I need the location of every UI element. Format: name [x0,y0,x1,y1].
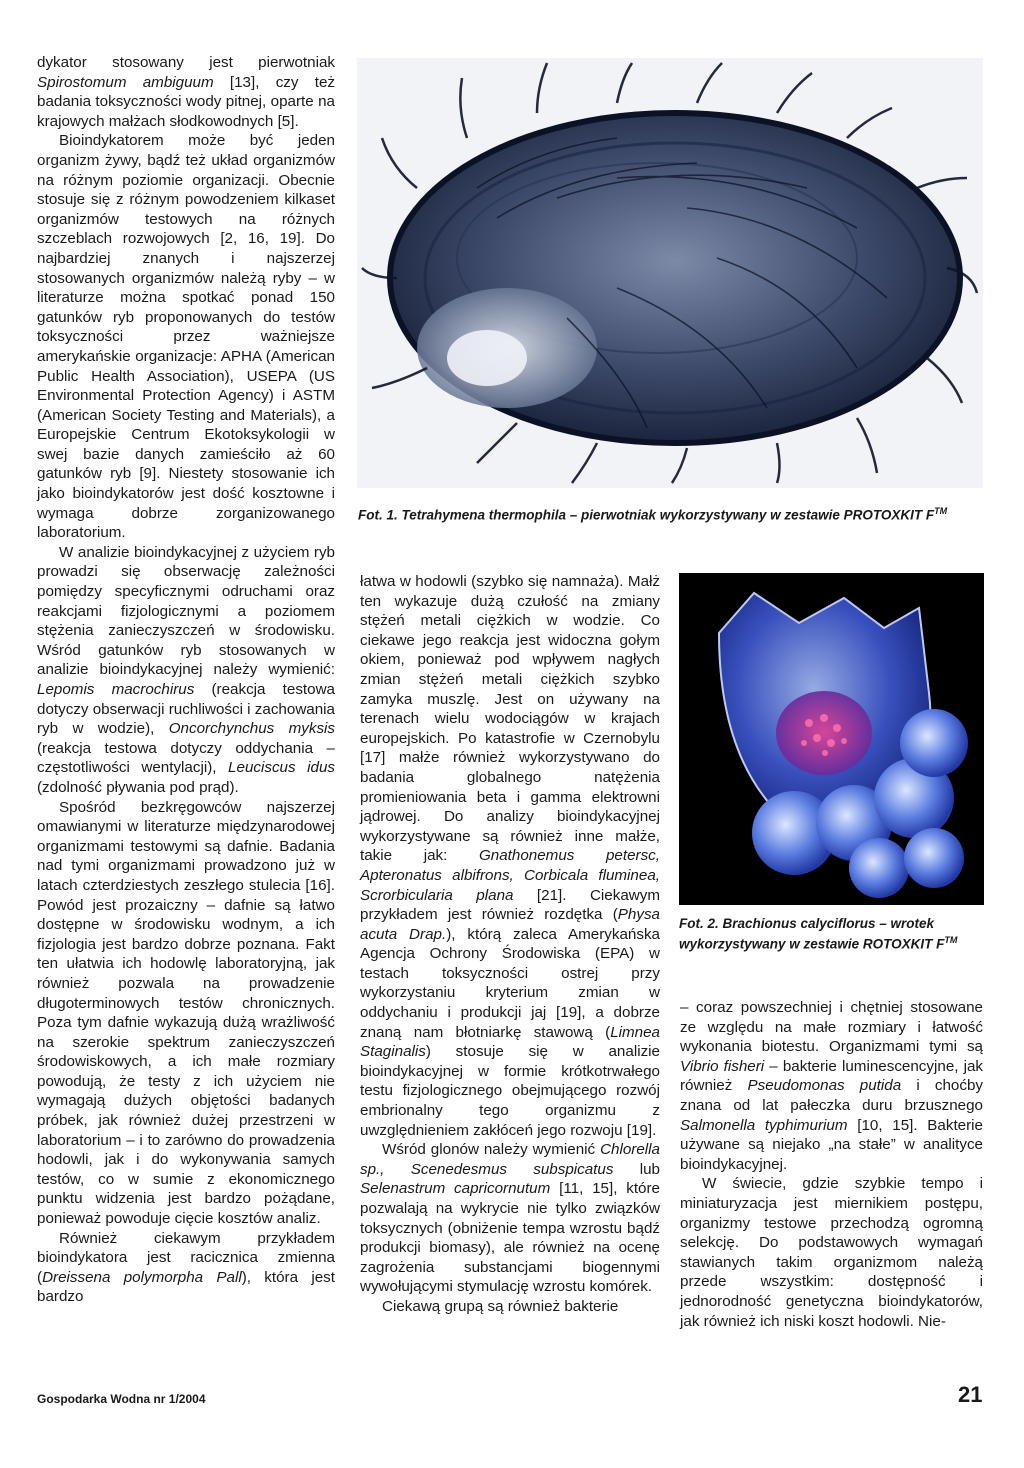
paragraph: Również ciekawym przykładem bioindykatora jest racicznica zmienna (Dreissena polymorpha Pall), która jest bardzo [37,1229,335,1306]
text-column-3 [680,998,983,1331]
caption-fot-2: Fot. 2. Brachionus calyciflorus – wrotek wykorzystywany w zestawie ROTOXKIT F™ [679,916,958,952]
caption-fot-1: Fot. 1. Tetrahymena thermophila – pierwotniak wykorzystywany w zestawie PROTOXKIT F™ [358,506,948,523]
paragraph: Wśród glonów należy wymienić Chlorella sp., Scenedesmus subspicatus lub Selenastrum capricornutum [11, 15], które pozwalają na wykrycie nie tylko związków toksycznych (obniżenie tempa wzrostu bądź produkcji biomasy), ale również na ocenę zagrożenia substancjami biogennymi wywołującymi stymulację wzrostu komórek. [360,1141,660,1296]
paragraph: dykator stosowany jest pierwotniak Spirostomum ambiguum [13], czy też badania toksyczności wody pitnej, oparte na krajowych małżach słodkowodnych [5]. [37,54,335,130]
journal-footer: Gospodarka Wodna nr 1/2004 [37,1392,206,1406]
brachionus-illustration [679,573,984,905]
paragraph: – coraz powszechniej i chętniej stosowane ze względu na małe rozmiary i łatwość wykonania biotestu. Organizmami tymi są Vibrio fisheri – bakterie luminescencyjne, jak również Pseudomonas putida i choćby znana od lat pałeczka duru brzusznego Salmonella typhimurium [10, 15]. Bakterie używane są niejako „na stałe” w analityce bioindykacyjnej. [680,999,984,1173]
paragraph: Spośród bezkręgowców najszerzej omawianymi w literaturze międzynarodowej organizmami testowymi są dafnie. Badania nad tymi organizmami prowadzono już w latach czterdziestych zeszłego stulecia [16]. Powód jest prozaiczny – dafnie są łatwo dostępne w środowisku wodnym, a ich fizjologia jest bardzo dobrze poznana. Fakt ten ułatwia ich hodowlę laboratoryjną, jak również pozwala na prowadzenie długoterminowych testów chronicznych. Poza tym dafnie wykazują dużą wrażliwość na szerokie spektrum zanieczyszczeń środowiskowych, a ich małe rozmiary powodują, że testy z ich użyciem nie wymagają dużych objętości badanych próbek, jak również dużej przestrzeni w laboratorium – i to zarówno do prowadzenia hodowli, jak i do wykonywania samych testów, co w sumie z ekonomicznego punktu widzenia jest bardzo pożądane, ponieważ powoduje cięcie kosztów analiz. [37,798,335,1228]
text-column-2 [360,572,660,1317]
page-number: 21 [958,1382,983,1407]
paragraph: Ciekawą grupą są również bakterie [382,1297,619,1315]
paragraph: Bioindykatorem może być jeden organizm żywy, bądź też układ organizmów na różnym poziomie organizacji. Obecnie stosuje się z różnym powodzeniem kilkaset organizmów testowych na różnych szczeblach rozwojowych [2, 16, 19]. Do najbardziej znanych i najszerzej stosowanych organizmów należą ryby – w literaturze można spotkać ponad 150 gatunków ryb proponowanych do testów toksyczności przez ważniejsze amerykańskie organizacje: APHA (American Public Health Association), USEPA (US Environmental Protection Agency) i ASTM (American Society Testing and Materials), a Europejskie Centrum Ekotoksykologii w swej bazie danych zamieściło aż 60 gatunków ryb [9]. Niestety stosowanie ich jako bioindykatorów jest dość kosztowne i wymaga dobrze zorganizowanego laboratorium. [37,132,335,542]
paragraph: W świecie, gdzie szybkie tempo i miniaturyzacja jest miernikiem postępu, organizmy testowe przechodzą ogromną selekcję. Do podstawowych wymagań stawianych takim organizmom należą przede wszystkim: dostępność i jednorodność genetyczna bioindykatorów, jak również ich niski koszt hodowli. Nie- [680,1175,983,1330]
photo-brachionus [679,573,984,905]
paragraph: łatwa w hodowli (szybko się namnaża). Małż ten wykazuje dużą czułość na zmiany stężeń metali ciężkich w wodzie. Co ciekawe jego reakcja jest widoczna gołym okiem, ponieważ pod wpływem nagłych zmian stężeń metali ciężkich szybko zamyka muszlę. Jest on używany na terenach wielu wodociągów w krajach europejskich. Po katastrofie w Czernobylu [17] małże również wykorzystywano do badania globalnego natężenia promieniowania beta i gamma elektrowni jądrowej. Do analizy bioindykacyjnej wykorzystywane są również inne małże, takie jak: Gnathonemus petersc, Apteronatus albifrons, Corbicala fluminea, Scrorbicularia plana [21]. Ciekawym przykładem jest również rozdętka (Physa acuta Drap.), którą zaleca Amerykańska Agencja Ochrony Środowiska (EPA) w testach toksyczności ostrej przy wykorzystaniu kryterium zmian w oddychaniu i produkcji jaj [19], a dobrze znaną nam błotniarkę stawową (Limnea Staginalis) stosuje się w analizie bioindykacyjnej w formie krótkotrwałego testu fizjologicznego obejmującego rozwój embrionalny tego organizmu z uwzględnieniem zakłóceń jego rozwoju [19]. [360,573,661,1139]
text-column-1 [37,53,335,1307]
photo-tetrahymena [357,58,983,488]
tetrahymena-illustration [357,58,983,488]
paragraph: W analizie bioindykacyjnej z użyciem ryb prowadzi się obserwację zależności pomiędzy specyficznymi odruchami oraz reakcjami fizjologicznymi a poziomem stężenia zanieczyszczeń w środowisku. Wśród gatunków ryb stosowanych w analizie bioindykacyjnej należy wymienić: Lepomis macrochirus (reakcja testowa dotyczy obserwacji ruchliwości i zachowania ryb w wodzie), Oncorchynchus myksis (reakcja testowa dotyczy oddychania – częstotliwości wentylacji), Leuciscus idus (zdolność pływania pod prąd). [37,543,336,796]
